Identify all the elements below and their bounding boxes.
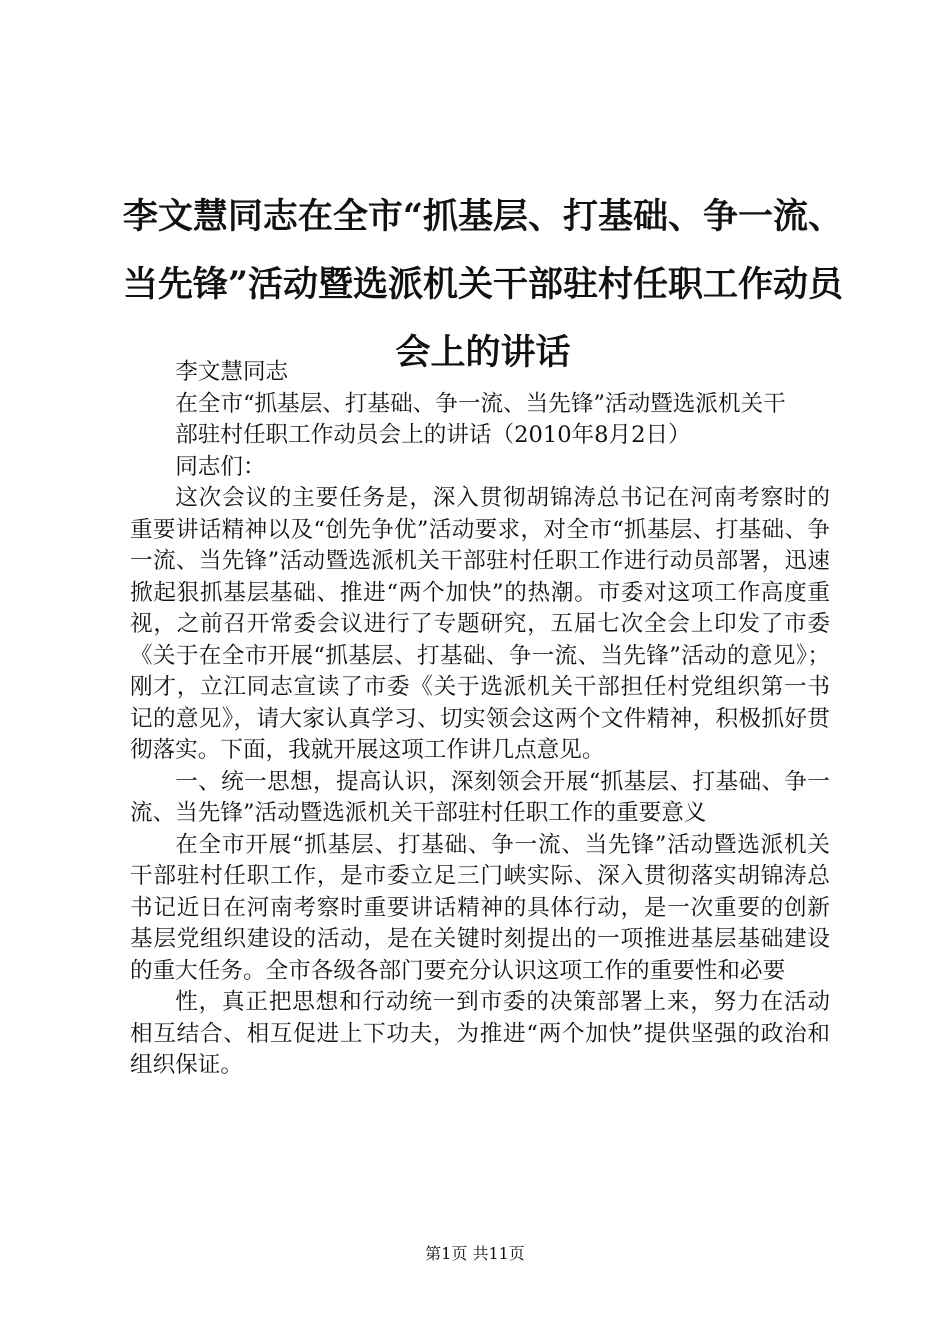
body-paragraph: 在全市开展“抓基层、打基础、争一流、当先锋”活动暨选派机关干部驻村任职工作，是市委立足三门峡实际、深入贯彻落实胡锦涛总书记近日在河南考察时重要讲话精神的具体行动，是一次重要的创新基层党组织建设的活动，是在关键时刻提出的一项推进基层基础建设的重大任务。全市各级各部门要充分认识这项工作的重要性和必要 [130, 831, 830, 984]
document-body [130, 357, 830, 1082]
document-title: 李文慧同志在全市“抓基层、打基础、争一流、当先锋”活动暨选派机关干部驻村任职工作动员会上的讲话 [122, 196, 844, 373]
subtitle-line-1: 在全市“抓基层、打基础、争一流、当先锋”活动暨选派机关干 [175, 390, 786, 417]
speaker-line: 李文慧同志 [175, 359, 289, 385]
section-heading: 一、统一思想，提高认识，深刻领会开展“抓基层、打基础、争一流、当先锋”活动暨选派机关干部驻村任职工作的重要意义 [130, 768, 830, 826]
salutation: 同志们： [175, 453, 266, 480]
body-paragraph: 这次会议的主要任务是，深入贯彻胡锦涛总书记在河南考察时的重要讲话精神以及“创先争优”活动要求，对全市“抓基层、打基础、争一流、当先锋”活动暨选派机关干部驻村任职工作进行动员部署，迅速掀起狠抓基层基础、推进“两个加快”的热潮。市委对这项工作高度重视，之前召开常委会议进行了专题研究，五届七次全会上印发了市委《关于在全市开展“抓基层、打基础、争一流、当先锋”活动的意见》；刚才，立江同志宣读了市委《关于选派机关干部担任村党组织第一书记的意见》，请大家认真学习、切实领会这两个文件精神，积极抓好贯彻落实。下面，我就开展这项工作讲几点意见。 [130, 485, 830, 763]
body-paragraph: 性，真正把思想和行动统一到市委的决策部署上来，努力在活动相互结合、相互促进上下功夫，为推进“两个加快”提供坚强的政治和组织保证。 [130, 989, 830, 1078]
subtitle-line-2: 部驻村任职工作动员会上的讲话（2010年8月2日） [175, 422, 691, 448]
page-footer: 第1页 共11页 [425, 1244, 525, 1263]
